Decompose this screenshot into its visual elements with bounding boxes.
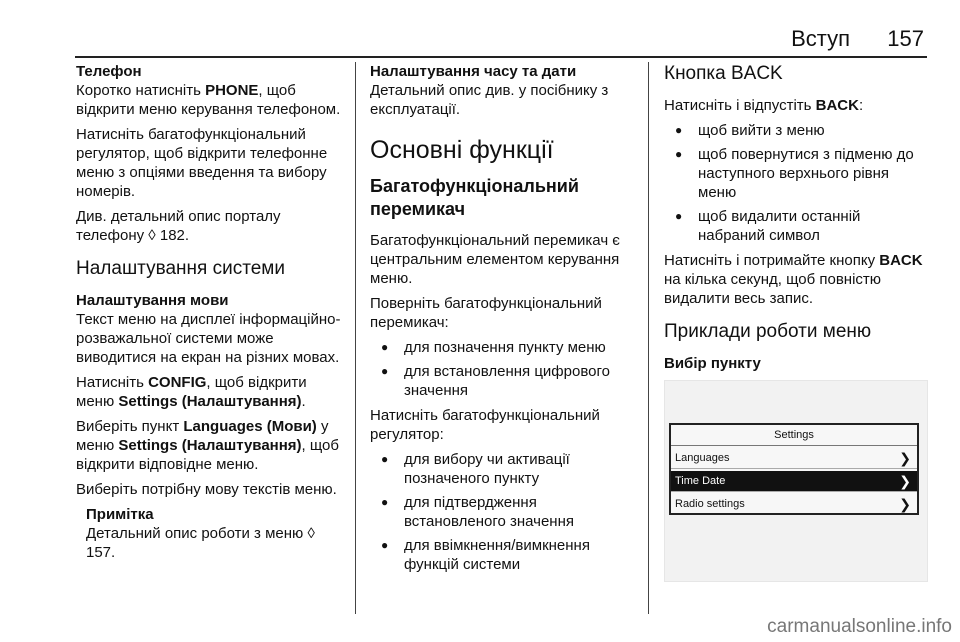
paragraph-time-date: Детальний опис див. у посібнику з експлуатації. [370, 82, 609, 118]
settings-row-label: Languages [675, 452, 730, 464]
column-3 [664, 62, 928, 373]
list-item: ● для позначення пункту меню [370, 338, 634, 357]
watermark: carmanualsonline.info [767, 616, 952, 637]
heading-multifunction: Багатофункціональний перемикач [370, 176, 579, 219]
paragraph-multifunction: Багатофункціональний перемикач є центральним елементом керування меню. [370, 232, 620, 287]
note-title: Примітка [86, 506, 154, 523]
list-item: ● щоб повернутися з підменю до наступного верхнього рівня меню [664, 145, 928, 202]
paragraph-phone-menu: Натисніть багатофункціональний регулятор, щоб відкрити телефонне меню з опціями введення та вибору номерів. [76, 126, 328, 200]
settings-row-label: Radio settings [675, 498, 745, 510]
settings-screen-illustration [664, 380, 928, 582]
page-header [0, 0, 960, 56]
heading-menu-examples: Приклади роботи меню [664, 321, 872, 342]
paragraph-press: Натисніть багатофункціональний регулятор: [370, 407, 600, 443]
settings-title: Settings [671, 425, 917, 446]
heading-select-item: Вибір пункту [664, 355, 761, 372]
paragraph-select-language: Виберіть потрібну мову текстів меню. [76, 481, 337, 498]
column-1 [76, 62, 342, 568]
heading-back-button: Кнопка BACK [664, 63, 783, 84]
settings-row-radio [671, 494, 917, 514]
note-block [86, 505, 342, 562]
list-rotate [370, 338, 634, 400]
settings-panel [669, 423, 919, 515]
list-item: ● щоб видалити останній набраний символ [664, 207, 928, 245]
paragraph-back-press: Натисніть і відпустіть BACK: [664, 97, 864, 114]
list-item: ● для встановлення цифрового значення [370, 362, 634, 400]
settings-row-languages [671, 448, 917, 469]
paragraph-back-hold: Натисніть і потримайте кнопку BACK на кілька секунд, щоб повністю видалити весь запис. [664, 252, 923, 307]
list-item: ● щоб вийти з меню [664, 121, 928, 140]
list-item: ● для ввімкнення/вимкнення функцій системи [370, 536, 634, 574]
heading-basic-functions: Основні функції [370, 136, 554, 164]
chevron-right-icon: ❯ [899, 496, 911, 512]
settings-row-time-date [671, 471, 917, 492]
paragraph-language-text: Текст меню на дисплеї інформаційно-розважальної системи може виводитися на екран на різних мовах. [76, 311, 341, 366]
paragraph-select-languages: Виберіть пункт Languages (Мови) у меню Settings (Налаштування), щоб відкрити відповідне меню. [76, 418, 339, 473]
list-item: ● для підтвердження встановленого значення [370, 493, 634, 531]
paragraph-rotate: Поверніть багатофункціональний перемикач: [370, 295, 602, 331]
paragraph-phone-portal: Див. детальний опис порталу телефону ◊ 182. [76, 208, 281, 244]
list-item: ● для вибору чи активації позначеного пункту [370, 450, 634, 488]
column-divider-1 [355, 62, 356, 614]
section-title: Вступ [791, 26, 850, 51]
list-back [664, 121, 928, 245]
heading-system-settings: Налаштування системи [76, 258, 285, 279]
page-number: 157 [887, 26, 924, 51]
chevron-right-icon: ❯ [899, 473, 911, 489]
column-2 [370, 62, 634, 580]
heading-time-date: Налаштування часу та дати [370, 63, 577, 80]
paragraph-phone-press: Коротко натисніть PHONE, щоб відкрити меню керування телефоном. [76, 82, 341, 118]
column-divider-2 [648, 62, 649, 614]
note-text: Детальний опис роботи з меню ◊ 157. [86, 525, 315, 561]
header-rule [75, 56, 927, 58]
heading-phone: Телефон [76, 63, 142, 80]
list-press [370, 450, 634, 574]
paragraph-config: Натисніть CONFIG, щоб відкрити меню Settings (Налаштування). [76, 374, 307, 410]
chevron-right-icon: ❯ [899, 450, 911, 466]
heading-language: Налаштування мови [76, 292, 229, 309]
settings-row-label: Time Date [675, 475, 726, 487]
